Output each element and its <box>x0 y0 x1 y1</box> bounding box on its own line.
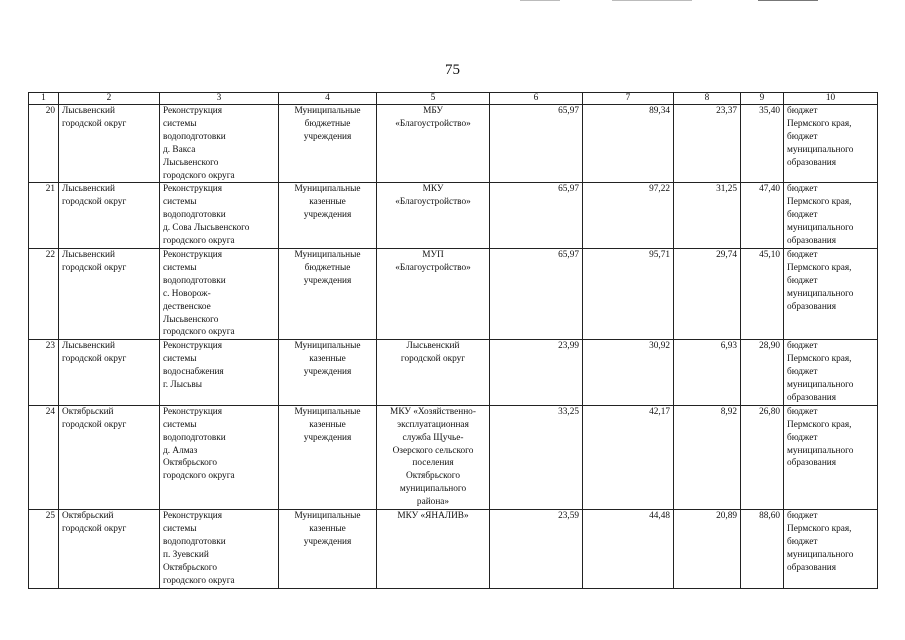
value-col6-cell: 65,97 <box>490 183 583 249</box>
project-cell: Реконструкция системы водоподготовки д. Вакса Лысьвенского городского округа <box>160 105 279 183</box>
value-col7-cell: 42,17 <box>583 405 674 509</box>
project-cell: Реконструкция системы водоподготовки с. Новорож- дественское Лысьвенского городского округа <box>160 248 279 339</box>
column-header: 2 <box>59 93 160 105</box>
institution-type-cell: Муниципальные бюджетные учреждения <box>279 248 377 339</box>
project-cell: Реконструкция системы водоснабжения г. Лысьвы <box>160 340 279 406</box>
value-col8-cell: 6,93 <box>674 340 741 406</box>
value-col9-cell: 47,40 <box>741 183 784 249</box>
column-header: 1 <box>29 93 59 105</box>
row-number: 25 <box>29 510 59 588</box>
row-number: 20 <box>29 105 59 183</box>
institution-type-cell: Муниципальные казенные учреждения <box>279 405 377 509</box>
table-row <box>29 248 878 339</box>
row-number: 24 <box>29 405 59 509</box>
organization-cell: МКУ «ЯНАЛИВ» <box>377 510 490 588</box>
table-row <box>29 105 878 183</box>
project-cell: Реконструкция системы водоподготовки д. Алмаз Октябрьского городского округа <box>160 405 279 509</box>
institution-type-cell: Муниципальные казенные учреждения <box>279 510 377 588</box>
header-row <box>29 93 878 105</box>
district-cell: Октябрьский городской округ <box>59 510 160 588</box>
funding-source-cell: бюджет Пермского края, бюджет муниципального образования <box>784 405 878 509</box>
project-cell: Реконструкция системы водоподготовки п. Зуевский Октябрьского городского округа <box>160 510 279 588</box>
value-col9-cell: 28,90 <box>741 340 784 406</box>
funding-source-cell: бюджет Пермского края, бюджет муниципального образования <box>784 340 878 406</box>
value-col9-cell: 35,40 <box>741 105 784 183</box>
value-col8-cell: 23,37 <box>674 105 741 183</box>
column-header: 8 <box>674 93 741 105</box>
value-col6-cell: 23,59 <box>490 510 583 588</box>
column-header: 9 <box>741 93 784 105</box>
value-col6-cell: 65,97 <box>490 248 583 339</box>
value-col9-cell: 45,10 <box>741 248 784 339</box>
institution-type-cell: Муниципальные казенные учреждения <box>279 183 377 249</box>
organization-cell: Лысьвенский городской округ <box>377 340 490 406</box>
value-col7-cell: 95,71 <box>583 248 674 339</box>
value-col6-cell: 33,25 <box>490 405 583 509</box>
table-row <box>29 340 878 406</box>
column-header: 4 <box>279 93 377 105</box>
data-table <box>28 92 878 589</box>
value-col7-cell: 30,92 <box>583 340 674 406</box>
value-col7-cell: 44,48 <box>583 510 674 588</box>
institution-type-cell: Муниципальные бюджетные учреждения <box>279 105 377 183</box>
value-col8-cell: 31,25 <box>674 183 741 249</box>
column-header: 6 <box>490 93 583 105</box>
funding-source-cell: бюджет Пермского края, бюджет муниципального образования <box>784 248 878 339</box>
scan-artifact-line <box>612 0 692 1</box>
value-col6-cell: 23,99 <box>490 340 583 406</box>
column-header: 7 <box>583 93 674 105</box>
funding-source-cell: бюджет Пермского края, бюджет муниципального образования <box>784 510 878 588</box>
table-row <box>29 405 878 509</box>
organization-cell: МКУ «Хозяйственно- эксплуатационная служба Щучье- Озерского сельского поселения Октябрьского муниципального района» <box>377 405 490 509</box>
value-col9-cell: 26,80 <box>741 405 784 509</box>
district-cell: Лысьвенский городской округ <box>59 105 160 183</box>
funding-source-cell: бюджет Пермского края, бюджет муниципального образования <box>784 105 878 183</box>
row-number: 21 <box>29 183 59 249</box>
column-header: 3 <box>160 93 279 105</box>
value-col8-cell: 20,89 <box>674 510 741 588</box>
organization-cell: МКУ «Благоустройство» <box>377 183 490 249</box>
row-number: 23 <box>29 340 59 406</box>
scan-artifact-line <box>520 0 560 1</box>
district-cell: Лысьвенский городской округ <box>59 248 160 339</box>
column-header: 10 <box>784 93 878 105</box>
district-cell: Лысьвенский городской округ <box>59 183 160 249</box>
value-col7-cell: 97,22 <box>583 183 674 249</box>
value-col8-cell: 29,74 <box>674 248 741 339</box>
value-col6-cell: 65,97 <box>490 105 583 183</box>
organization-cell: МБУ «Благоустройство» <box>377 105 490 183</box>
organization-cell: МУП «Благоустройство» <box>377 248 490 339</box>
district-cell: Октябрьский городской округ <box>59 405 160 509</box>
page-number: 75 <box>445 62 460 78</box>
table-row <box>29 183 878 249</box>
district-cell: Лысьвенский городской округ <box>59 340 160 406</box>
value-col9-cell: 88,60 <box>741 510 784 588</box>
value-col7-cell: 89,34 <box>583 105 674 183</box>
table-row <box>29 510 878 588</box>
project-cell: Реконструкция системы водоподготовки д. Сова Лысьвенского городского округа <box>160 183 279 249</box>
scan-artifact-line <box>758 0 818 1</box>
institution-type-cell: Муниципальные казенные учреждения <box>279 340 377 406</box>
value-col8-cell: 8,92 <box>674 405 741 509</box>
funding-source-cell: бюджет Пермского края, бюджет муниципального образования <box>784 183 878 249</box>
column-header: 5 <box>377 93 490 105</box>
row-number: 22 <box>29 248 59 339</box>
